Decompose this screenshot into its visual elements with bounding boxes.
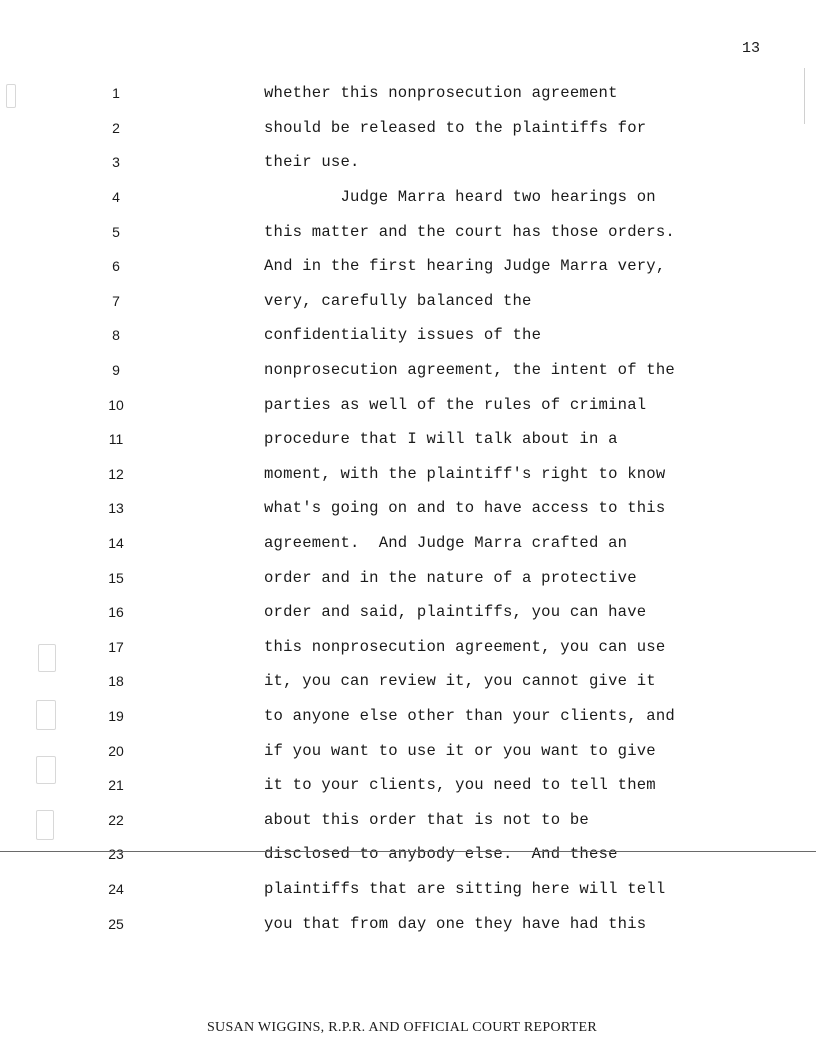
line-number: 10 bbox=[108, 396, 124, 413]
transcript-line bbox=[0, 872, 816, 907]
line-number: 13 bbox=[108, 500, 124, 517]
transcript-line bbox=[0, 180, 816, 215]
line-text: their use. bbox=[264, 153, 360, 172]
line-number: 25 bbox=[108, 915, 124, 932]
transcript-line bbox=[0, 214, 816, 249]
page-number: 13 bbox=[741, 40, 760, 57]
transcript-line bbox=[0, 249, 816, 284]
line-number: 2 bbox=[112, 119, 120, 136]
transcript-line bbox=[0, 768, 816, 803]
transcript-line bbox=[0, 560, 816, 595]
transcript-line bbox=[0, 664, 816, 699]
line-number: 5 bbox=[112, 223, 120, 240]
line-number: 16 bbox=[108, 604, 124, 621]
line-text: about this order that is not to be bbox=[264, 810, 589, 829]
line-text: order and in the nature of a protective bbox=[264, 568, 637, 587]
line-number: 15 bbox=[108, 569, 124, 586]
line-number: 3 bbox=[112, 154, 120, 171]
line-text: you that from day one they have had this bbox=[264, 914, 647, 933]
line-text: plaintiffs that are sitting here will tell bbox=[264, 879, 666, 898]
line-text: nonprosecution agreement, the intent of the bbox=[264, 361, 675, 380]
line-text: very, carefully balanced the bbox=[264, 291, 532, 310]
line-text: this nonprosecution agreement, you can use bbox=[264, 637, 666, 656]
transcript-line bbox=[0, 630, 816, 665]
line-number: 20 bbox=[108, 742, 124, 759]
line-text: it, you can review it, you cannot give it bbox=[264, 672, 656, 691]
horizontal-rule bbox=[0, 851, 816, 852]
line-text: should be released to the plaintiffs for bbox=[264, 118, 647, 137]
line-number: 22 bbox=[108, 811, 124, 828]
line-number: 23 bbox=[108, 846, 124, 863]
line-number: 4 bbox=[112, 189, 120, 206]
transcript-line bbox=[0, 733, 816, 768]
reporter-footer bbox=[0, 1020, 816, 1036]
transcript-line bbox=[0, 387, 816, 422]
line-text: disclosed to anybody else. And these bbox=[264, 845, 618, 864]
line-text: confidentiality issues of the bbox=[264, 326, 542, 345]
line-number: 1 bbox=[112, 85, 120, 102]
footer-text: SUSAN WIGGINS, R.P.R. AND OFFICIAL COURT REPORTER bbox=[206, 1020, 598, 1035]
transcript-line bbox=[0, 145, 816, 180]
line-number: 12 bbox=[108, 465, 124, 482]
transcript-line bbox=[0, 491, 816, 526]
line-number: 17 bbox=[108, 638, 124, 655]
transcript-line bbox=[0, 802, 816, 837]
line-text: it to your clients, you need to tell them bbox=[264, 776, 656, 795]
line-number: 14 bbox=[108, 535, 124, 552]
line-text: whether this nonprosecution agreement bbox=[264, 84, 618, 103]
line-text: agreement. And Judge Marra crafted an bbox=[264, 534, 628, 553]
transcript-lines bbox=[0, 76, 816, 941]
transcript-line bbox=[0, 284, 816, 319]
line-number: 9 bbox=[112, 362, 120, 379]
line-number: 11 bbox=[108, 431, 124, 448]
line-text: procedure that I will talk about in a bbox=[264, 430, 618, 449]
transcript-line bbox=[0, 353, 816, 388]
line-number: 18 bbox=[108, 673, 124, 690]
line-text: order and said, plaintiffs, you can have bbox=[264, 603, 647, 622]
line-number: 6 bbox=[112, 258, 120, 275]
line-number: 21 bbox=[108, 777, 124, 794]
transcript-line bbox=[0, 76, 816, 111]
transcript-line bbox=[0, 457, 816, 492]
line-number: 8 bbox=[112, 327, 120, 344]
line-text: moment, with the plaintiff's right to know bbox=[264, 464, 666, 483]
transcript-line bbox=[0, 422, 816, 457]
line-number: 7 bbox=[112, 292, 120, 309]
transcript-line bbox=[0, 699, 816, 734]
line-text: what's going on and to have access to this bbox=[264, 499, 666, 518]
line-text: And in the first hearing Judge Marra very, bbox=[264, 257, 666, 276]
line-text: this matter and the court has those orders. bbox=[264, 222, 675, 241]
line-text: if you want to use it or you want to give bbox=[264, 741, 656, 760]
transcript-line bbox=[0, 595, 816, 630]
transcript-line bbox=[0, 111, 816, 146]
line-text: parties as well of the rules of criminal bbox=[264, 395, 647, 414]
transcript-line bbox=[0, 906, 816, 941]
line-number: 19 bbox=[108, 707, 124, 724]
transcript-line bbox=[0, 837, 816, 872]
line-text: Judge Marra heard two hearings on bbox=[264, 188, 656, 207]
transcript-line bbox=[0, 526, 816, 561]
transcript-line bbox=[0, 318, 816, 353]
line-number: 24 bbox=[108, 880, 124, 897]
line-text: to anyone else other than your clients, and bbox=[264, 706, 675, 725]
